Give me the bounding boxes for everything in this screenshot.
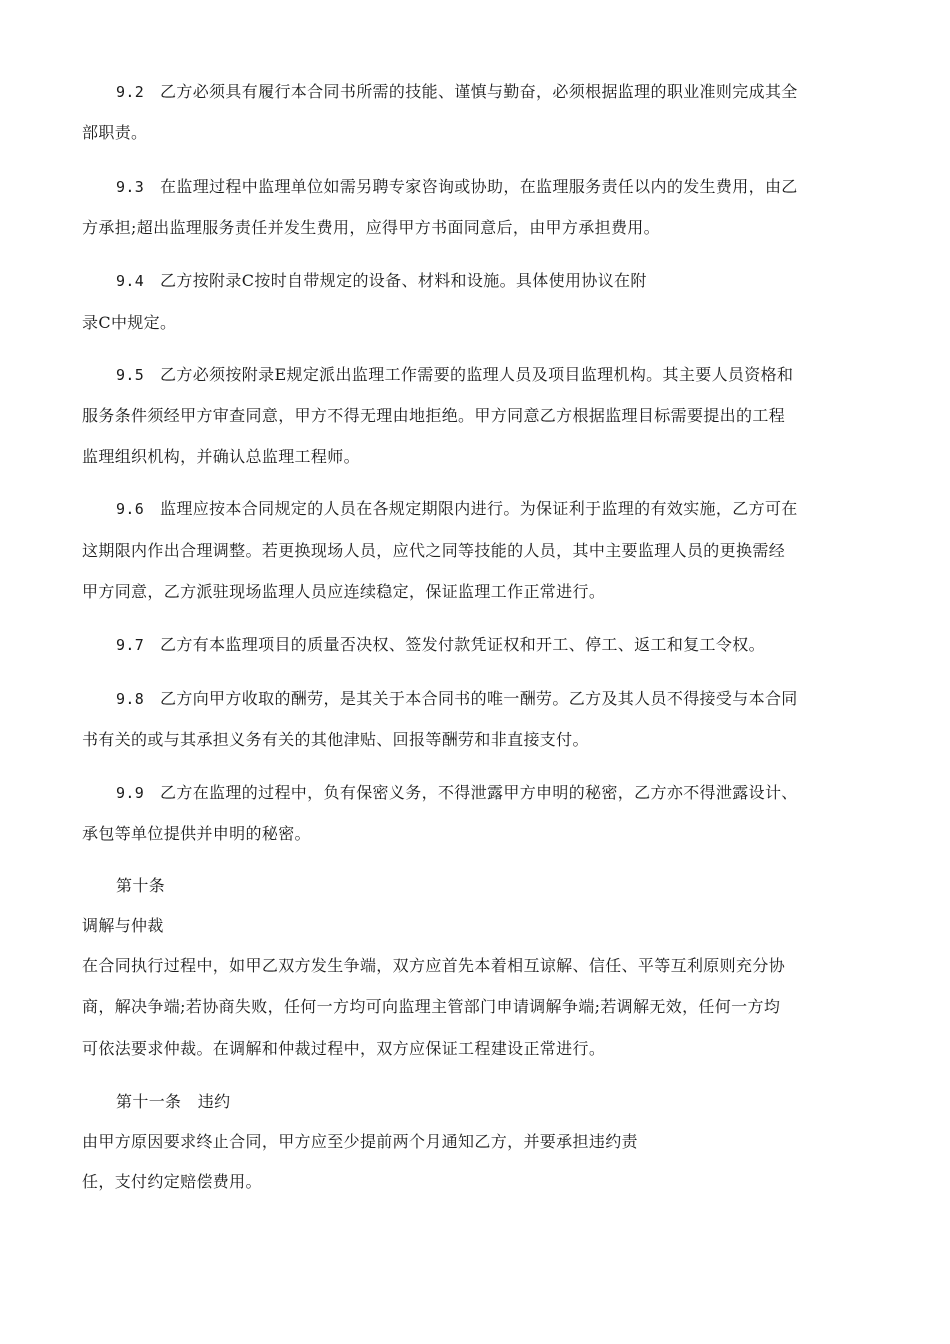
article-10-title: 调解与仲裁 <box>82 916 164 935</box>
clause-number: 9.9 <box>116 784 145 802</box>
article-10-line-3: 可依法要求仲裁。在调解和仲裁过程中，双方应保证工程建设正常进行。 <box>82 1039 606 1058</box>
clause-9-2-line-1 <box>116 81 798 103</box>
clause-9-8-line-2: 书有关的或与其承担义务有关的其他津贴、回报等酬劳和非直接支付。 <box>82 730 589 749</box>
clause-text: 监理应按本合同规定的人员在各规定期限内进行。为保证利于监理的有效实施，乙方可在 <box>160 499 798 518</box>
article-10-line-1: 在合同执行过程中，如甲乙双方发生争端，双方应首先本着相互谅解、信任、平等互利原则充分协 <box>82 956 786 975</box>
clause-9-7-line-1 <box>116 634 765 656</box>
clause-9-9-line-2: 承包等单位提供并申明的秘密。 <box>82 824 311 843</box>
clause-number: 9.5 <box>116 366 145 384</box>
clause-text: 乙方必须具有履行本合同书所需的技能、谨慎与勤奋，必须根据监理的职业准则完成其全 <box>160 82 798 101</box>
clause-text: 乙方必须按附录E规定派出监理工作需要的监理人员及项目监理机构。其主要人员资格和 <box>160 365 794 384</box>
article-10-line-2: 商，解决争端;若协商失败，任何一方均可向监理主管部门申请调解争端;若调解无效，任何一方均 <box>82 997 781 1016</box>
article-11-line-1: 由甲方原因要求终止合同，甲方应至少提前两个月通知乙方，并要承担违约责 <box>82 1132 638 1151</box>
clause-number: 9.8 <box>116 690 145 708</box>
article-11-line-2: 任，支付约定赔偿费用。 <box>82 1172 262 1191</box>
clause-9-5-line-3: 监理组织机构，并确认总监理工程师。 <box>82 447 360 466</box>
clause-9-6-line-1 <box>116 498 798 520</box>
clause-number: 9.2 <box>116 83 145 101</box>
clause-text: 在监理过程中监理单位如需另聘专家咨询或协助，在监理服务责任以内的发生费用，由乙 <box>160 177 798 196</box>
clause-9-3-line-2: 方承担;超出监理服务责任并发生费用，应得甲方书面同意后，由甲方承担费用。 <box>82 218 660 237</box>
clause-9-3-line-1 <box>116 176 798 198</box>
clause-text: 乙方按附录C按时自带规定的设备、材料和设施。具体使用协议在附 <box>160 271 647 290</box>
clause-text: 乙方向甲方收取的酬劳，是其关于本合同书的唯一酬劳。乙方及其人员不得接受与本合同 <box>160 689 798 708</box>
clause-number: 9.3 <box>116 178 145 196</box>
article-11-heading: 第十一条 违约 <box>116 1092 231 1111</box>
clause-text: 乙方有本监理项目的质量否决权、签发付款凭证权和开工、停工、返工和复工令权。 <box>160 635 765 654</box>
clause-9-9-line-1 <box>116 782 798 804</box>
clause-9-5-line-2: 服务条件须经甲方审查同意，甲方不得无理由地拒绝。甲方同意乙方根据监理目标需要提出的工程 <box>82 406 786 425</box>
article-10-heading: 第十条 <box>116 876 166 895</box>
clause-9-4-line-2: 录C中规定。 <box>82 313 177 332</box>
clause-number: 9.7 <box>116 636 145 654</box>
clause-9-6-line-3: 甲方同意，乙方派驻现场监理人员应连续稳定，保证监理工作正常进行。 <box>82 582 606 601</box>
clause-9-2-line-2: 部职责。 <box>82 123 148 142</box>
clause-number: 9.6 <box>116 500 145 518</box>
clause-9-8-line-1 <box>116 688 798 710</box>
clause-text: 乙方在监理的过程中，负有保密义务，不得泄露甲方申明的秘密，乙方亦不得泄露设计、 <box>160 783 798 802</box>
clause-9-5-line-1 <box>116 364 793 386</box>
clause-9-4-line-1 <box>116 270 647 292</box>
clause-number: 9.4 <box>116 272 145 290</box>
clause-9-6-line-2: 这期限内作出合理调整。若更换现场人员，应代之同等技能的人员，其中主要监理人员的更换需经 <box>82 541 786 560</box>
